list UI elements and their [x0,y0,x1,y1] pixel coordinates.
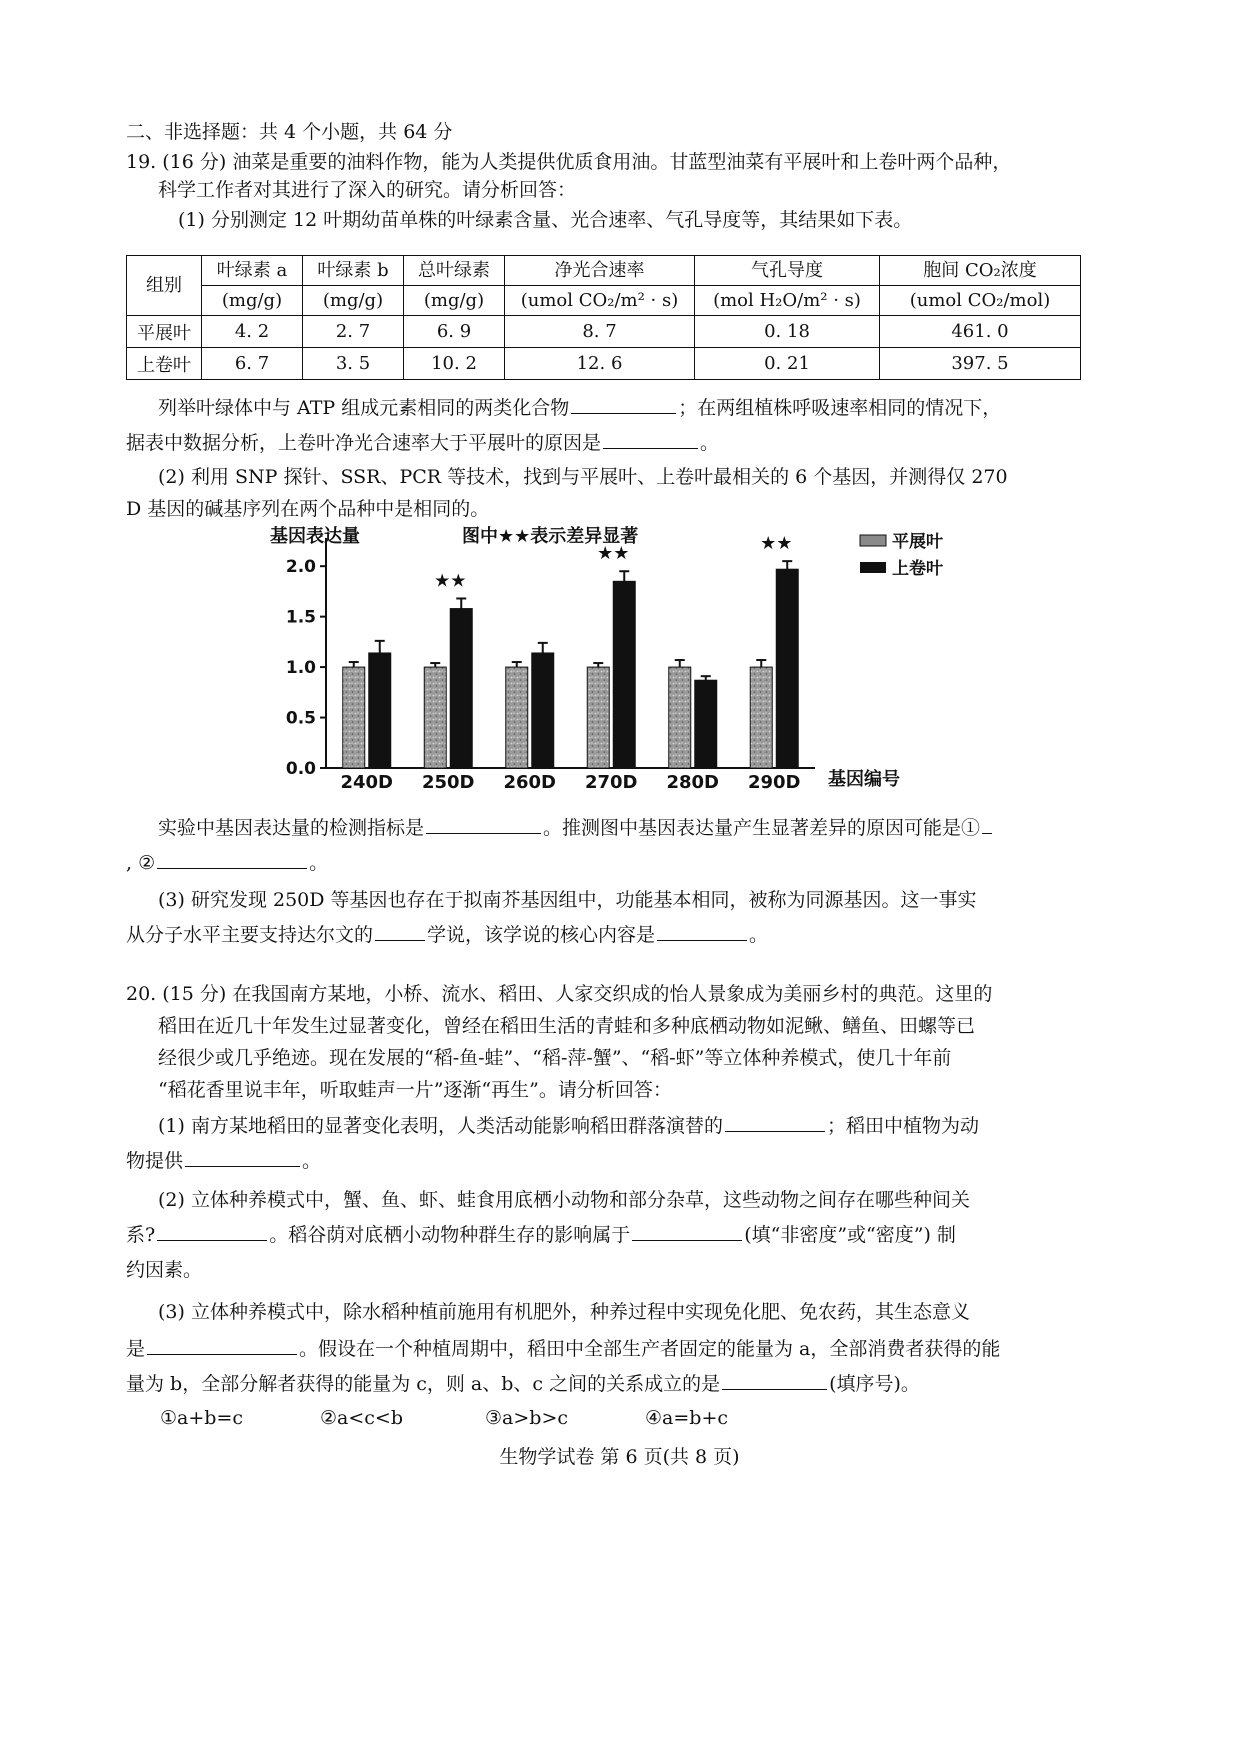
q20-p3-text-d: (填序号)。 [829,1373,920,1395]
x-tick-label: 260D [503,772,557,793]
q20-line3: 经很少或几乎绝迹。现在发展的“稻-鱼-蛙”、“稻-萍-蟹”、“稻-虾”等立体种养模式，使几十年前 [158,1047,952,1069]
table-header-group: 组别 [127,256,202,316]
q20-p1-text-b: ；稻田中植物为动 [826,1115,979,1137]
bar-rolled-leaf [532,653,554,768]
q19-p2-text-d: 。 [309,852,329,874]
bar-flat-leaf [669,667,691,768]
answer-blank[interactable] [657,922,747,941]
table-header-intercellular-co2: 胞间 CO₂浓度 [880,256,1081,286]
q20-p3-text-a: 是 [126,1338,146,1360]
table-cell: 3. 5 [303,348,404,380]
q20-p2-text-a: 系? [126,1224,156,1246]
section-title: 二、非选择题：共 4 个小题，共 64 分 [126,121,453,143]
table-cell: 0. 18 [695,316,880,348]
page-footer: 生物学试卷 第 6 页(共 8 页) [499,1446,740,1468]
bar-rolled-leaf [776,569,798,768]
bar-flat-leaf [424,667,446,768]
answer-blank[interactable] [157,850,307,869]
answer-blank[interactable] [632,1222,742,1241]
table-header-stomatal-conductance: 气孔导度 [695,256,880,286]
q20-p1-text-a: (1) 南方某地稻田的显著变化表明，人类活动能影响稻田群落演替的 [158,1115,723,1137]
table-unit-chl-a: (mg/g) [202,286,303,316]
legend-label-flat-leaf: 平展叶 [892,532,943,552]
y-tick-label: 1.5 [285,607,316,628]
answer-blank[interactable] [426,815,541,834]
table-cell: 12. 6 [505,348,695,380]
q20-p2-text-b: 。稻谷荫对底栖小动物种群生存的影响属于 [269,1224,631,1246]
q19-p2-q-line2 [126,850,328,875]
q19-p3-text-c: 。 [749,924,769,946]
significance-marker: ★★ [760,533,793,555]
significance-marker: ★★ [597,543,630,565]
q19-p1-text-b: ；在两组植株呼吸速率相同的情况下， [678,397,1002,419]
q19-p2-text-a: 实验中基因表达量的检测指标是 [158,817,425,839]
q20-p1-text-c: 物提供 [126,1150,184,1172]
table-header-net-photosynthesis: 净光合速率 [505,256,695,286]
table-row [127,348,1081,380]
table-cell: 平展叶 [127,316,202,348]
q20-p3-line3 [126,1371,920,1396]
answer-blank[interactable] [982,815,992,834]
table-cell: 2. 7 [303,316,404,348]
table-unit-stomatal-conductance: (mol H₂O/m² · s) [695,286,880,316]
table-header-total-chl: 总叶绿素 [404,256,505,286]
answer-blank[interactable] [722,1371,827,1390]
bar-flat-leaf [750,667,772,768]
q20-line2: 稻田在近几十年发生过显著变化，曾经在稻田生活的青蛙和多种底栖动物如泥鳅、鳝鱼、田螺等已 [158,1015,976,1037]
chart-title: 图中★★表示差异显著 [462,526,639,547]
q19-p1-line1 [158,395,1001,420]
q20-p2-line3: 约因素。 [126,1259,203,1281]
bar-flat-leaf [587,667,609,768]
answer-blank[interactable] [725,1113,825,1132]
q19-part2-line1: (2) 利用 SNP 探针、SSR、PCR 等技术，找到与平展叶、上卷叶最相关的 6 个基因，并测得仅 270 [158,466,1008,488]
q20-p3-line2 [126,1336,1000,1361]
q19-p1-text-d: 。 [700,432,720,454]
q20-p3-text-b: 。假设在一个种植周期中，稻田中全部生产者固定的能量为 a，全部消费者获得的能 [299,1338,1001,1360]
y-tick-label: 0.0 [285,759,316,779]
chart-xlabel: 基因编号 [828,769,900,790]
bar-flat-leaf [506,667,528,768]
chart-ylabel: 基因表达量 [270,526,360,547]
q19-part1-intro: (1) 分别测定 12 叶期幼苗单株的叶绿素含量、光合速率、气孔导度等，其结果如下表。 [178,209,913,231]
answer-blank[interactable] [185,1148,300,1167]
leaf-data-table [126,255,1081,380]
q19-p1-text-a: 列举叶绿体中与 ATP 组成元素相同的两类化合物 [158,397,570,419]
q20-p3-text-c: 量为 b，全部分解者获得的能量为 c，则 a、b、c 之间的关系成立的是 [126,1373,721,1395]
answer-blank[interactable] [157,1222,267,1241]
answer-blank[interactable] [375,922,425,941]
x-tick-label: 290D [747,772,801,793]
table-cell: 397. 5 [880,348,1081,380]
option-1[interactable]: ①a+b=c [160,1407,244,1429]
q19-p2-text-c: , ② [126,852,156,874]
q19-part2-line2: D 基因的碱基序列在两个品种中是相同的。 [126,498,490,520]
bar-rolled-leaf [369,653,391,768]
legend-swatch-flat-leaf [860,535,886,546]
bar-rolled-leaf [450,609,472,768]
q19-p2-q-line1 [158,815,994,840]
table-header-chl-b: 叶绿素 b [303,256,404,286]
legend-swatch-rolled-leaf [860,562,886,573]
q19-p2-text-b: 。推测图中基因表达量产生显著差异的原因可能是① [543,817,981,839]
q20-line1: 20. (15 分) 在我国南方某地，小桥、流水、稻田、人家交织成的怡人景象成为美丽乡村的典范。这里的 [126,983,993,1005]
table-unit-net-photosynthesis: (umol CO₂/m² · s) [505,286,695,316]
q19-p3-text-b: 学说，该学说的核心内容是 [427,924,656,946]
q20-options [160,1406,728,1430]
bar-rolled-leaf [613,581,635,768]
q19-p1-text-c: 据表中数据分析，上卷叶净光合速率大于平展叶的原因是 [126,432,602,454]
q19-part3-line2 [126,922,768,947]
table-cell: 10. 2 [404,348,505,380]
table-cell: 461. 0 [880,316,1081,348]
gene-expression-chart [270,520,1010,800]
table-cell: 8. 7 [505,316,695,348]
answer-blank[interactable] [571,395,676,414]
legend-label-rolled-leaf: 上卷叶 [892,559,943,579]
q20-p2-text-c: (填“非密度”或“密度”) 制 [744,1224,956,1246]
y-tick-label: 0.5 [285,708,316,729]
option-2[interactable]: ②a<c<b [320,1407,404,1429]
table-cell: 6. 7 [202,348,303,380]
x-tick-label: 280D [666,772,720,793]
q19-p1-line2 [126,430,719,455]
answer-blank[interactable] [147,1336,297,1355]
q19-part3-line1: (3) 研究发现 250D 等基因也存在于拟南芥基因组中，功能基本相同，被称为同源基因。这一事实 [158,889,977,911]
q20-p2-line2 [126,1222,956,1247]
table-cell: 上卷叶 [127,348,202,380]
bar-flat-leaf [343,667,365,768]
table-row [127,316,1081,348]
q20-p1-text-d: 。 [302,1150,322,1172]
answer-blank[interactable] [603,430,698,449]
x-tick-label: 240D [340,772,394,793]
table-unit-intercellular-co2: (umol CO₂/mol) [880,286,1081,316]
option-4[interactable]: ④a=b+c [645,1407,729,1429]
q20-line4: “稻花香里说丰年，听取蛙声一片”逐渐“再生”。请分析回答： [158,1079,672,1101]
q20-p2-line1: (2) 立体种养模式中，蟹、鱼、虾、蛙食用底栖小动物和部分杂草，这些动物之间存在哪些种间关 [158,1189,970,1211]
table-cell: 6. 9 [404,316,505,348]
table-header-chl-a: 叶绿素 a [202,256,303,286]
table-unit-total-chl: (mg/g) [404,286,505,316]
bar-rolled-leaf [695,680,717,768]
x-tick-label: 270D [584,772,638,793]
option-3[interactable]: ③a>b>c [485,1407,569,1429]
q20-p1-line2 [126,1148,321,1173]
y-tick-label: 1.0 [285,658,316,679]
table-cell: 4. 2 [202,316,303,348]
q20-p3-line1: (3) 立体种养模式中，除水稻种植前施用有机肥外，种养过程中实现免化肥、免农药，其生态意义 [158,1301,970,1323]
q20-p1-line1 [158,1113,979,1138]
q19-intro-line2: 科学工作者对其进行了深入的研究。请分析回答： [158,179,577,201]
table-unit-chl-b: (mg/g) [303,286,404,316]
x-tick-label: 250D [421,772,475,793]
q19-intro-line1: 19. (16 分) 油菜是重要的油料作物，能为人类提供优质食用油。甘蓝型油菜有平展叶和上卷叶两个品种， [126,151,1012,173]
significance-marker: ★★ [434,570,467,592]
y-tick-label: 2.0 [285,557,316,578]
chart-legend [860,531,944,579]
q19-p3-text-a: 从分子水平主要支持达尔文的 [126,924,374,946]
table-cell: 0. 21 [695,348,880,380]
